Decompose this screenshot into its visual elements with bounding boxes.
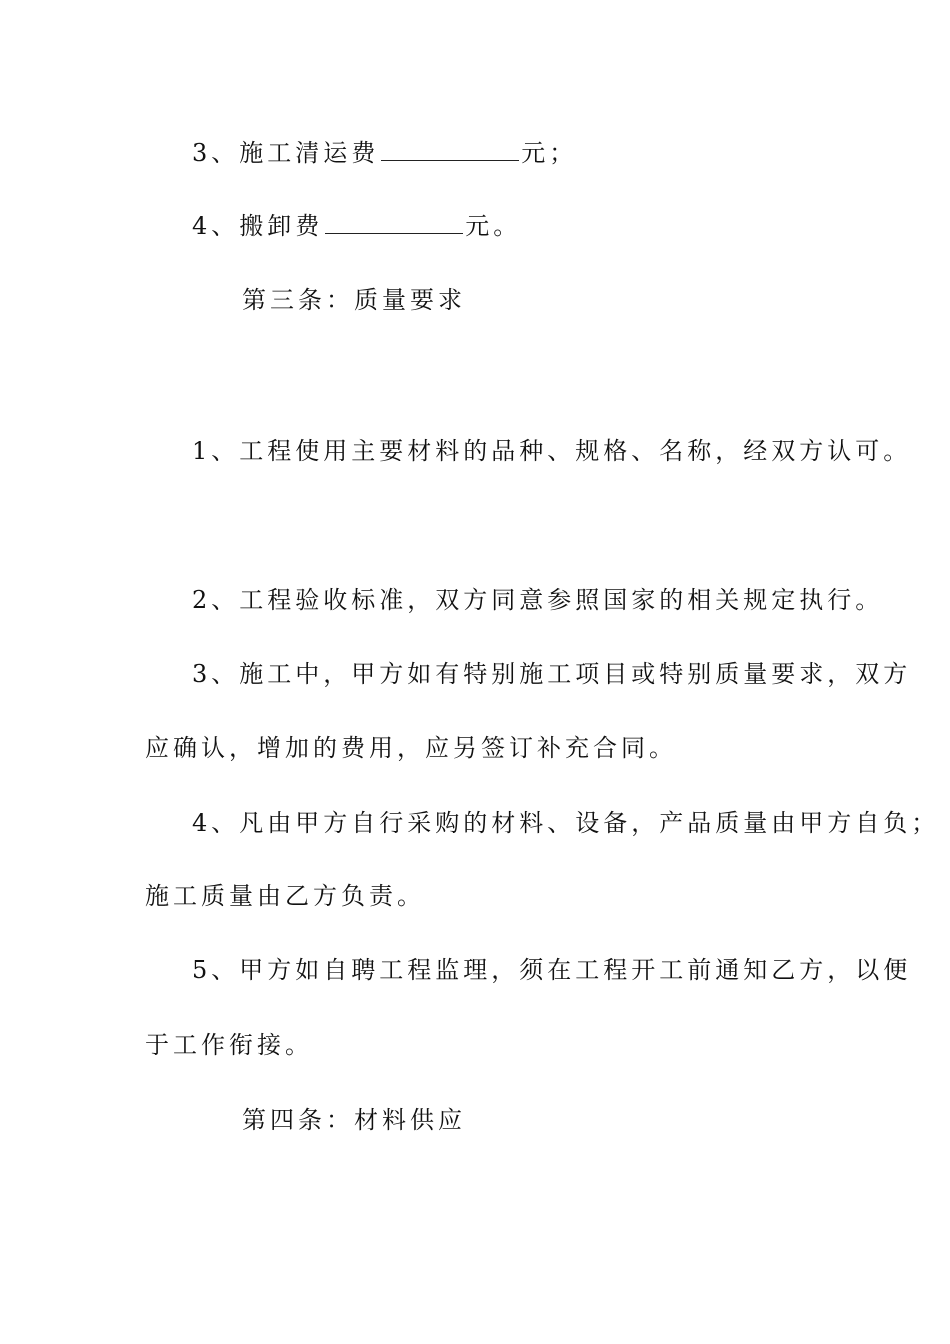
fee-line-cleanup	[192, 138, 577, 168]
blank-field-cleanup	[381, 138, 519, 161]
clause-quality-3-line2: 应确认，增加的费用，应另签订补充合同。	[145, 734, 677, 762]
fee-unit-handling: 元。	[465, 212, 522, 240]
article-heading-materials: 第四条：材料供应	[242, 1106, 466, 1134]
clause-quality-5-line1: 5、甲方如自聘工程监理，须在工程开工前通知乙方，以便	[192, 956, 912, 984]
fee-label-cleanup: 3、施工清运费	[192, 139, 380, 167]
clause-quality-4-line1: 4、凡由甲方自行采购的材料、设备，产品质量由甲方自负；	[192, 809, 940, 837]
article-heading-quality: 第三条：质量要求	[242, 286, 466, 314]
clause-quality-5-line2: 于工作衔接。	[145, 1031, 313, 1059]
clause-quality-1: 1、工程使用主要材料的品种、规格、名称，经双方认可。	[192, 437, 912, 465]
clause-quality-3-line1: 3、施工中，甲方如有特别施工项目或特别质量要求，双方	[192, 660, 912, 688]
blank-field-handling	[325, 211, 463, 234]
fee-unit-cleanup: 元；	[521, 139, 578, 167]
fee-line-handling	[192, 211, 521, 241]
fee-label-handling: 4、搬卸费	[192, 212, 324, 240]
clause-quality-4-line2: 施工质量由乙方负责。	[145, 882, 425, 910]
clause-quality-2: 2、工程验收标准，双方同意参照国家的相关规定执行。	[192, 586, 884, 614]
